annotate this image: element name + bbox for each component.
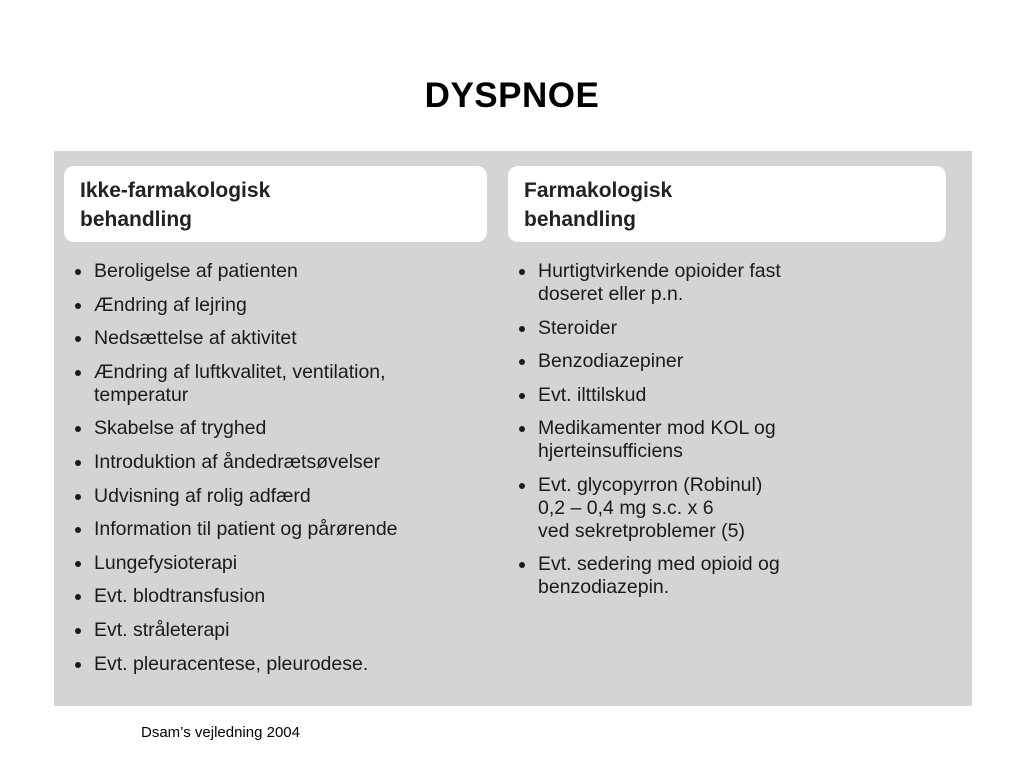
header-line: behandling — [524, 208, 636, 231]
list-item-line: Steroider — [538, 316, 618, 339]
list-item — [64, 361, 398, 407]
list-item-line: Medikamenter mod KOL og — [538, 417, 776, 439]
list-item — [64, 619, 398, 642]
list-item — [64, 260, 398, 283]
list-item-line: Hurtigtvirkende opioider fast — [538, 260, 781, 282]
non-pharmacological-list — [64, 260, 398, 686]
pharmacological-list — [508, 260, 781, 610]
list-item-line: Skabelse af tryghed — [94, 417, 267, 440]
header-line: Ikke-farmakologisk — [80, 179, 271, 202]
list-item-line: Ændring af lejring — [94, 293, 247, 316]
list-item-line: Evt. pleuracentese, pleurodese. — [94, 652, 369, 675]
list-item — [64, 327, 398, 350]
list-item-line: Evt. glycopyrron (Robinul) — [538, 473, 763, 496]
list-item-line: Beroligelse af patienten — [94, 260, 298, 282]
list-item — [64, 653, 398, 676]
list-item-line: Evt. blodtransfusion — [94, 585, 266, 608]
list-item-line: Evt. sedering med opioid og — [538, 553, 780, 575]
list-item — [508, 260, 781, 306]
pharmacological-header — [508, 166, 946, 242]
source-citation: Dsam’s vejledning 2004 — [141, 724, 300, 741]
list-item-line: ved sekretproblemer (5) — [538, 519, 745, 542]
list-item-line: Ændring af luftkvalitet, ventilation, — [94, 360, 386, 383]
list-item — [64, 485, 398, 508]
list-item-line: 0,2 – 0,4 mg s.c. x 6 — [538, 496, 714, 519]
list-item — [64, 585, 398, 608]
list-item — [64, 294, 398, 317]
list-item — [508, 553, 781, 599]
list-item — [508, 384, 781, 407]
content-panel — [54, 151, 972, 706]
list-item — [64, 518, 398, 541]
header-line: Farmakologisk — [524, 179, 673, 202]
list-item — [508, 474, 781, 543]
list-item-line: Nedsættelse af aktivitet — [94, 327, 297, 350]
list-item — [508, 317, 781, 340]
header-line: behandling — [80, 208, 192, 231]
slide-title: DYSPNOE — [424, 76, 600, 115]
non-pharmacological-header — [64, 166, 487, 242]
list-item-line: Benzodiazepiner — [538, 350, 684, 372]
list-item — [64, 417, 398, 440]
list-item — [64, 552, 398, 575]
list-item-line: Evt. stråleterapi — [94, 618, 230, 641]
list-item — [508, 350, 781, 373]
list-item-line: benzodiazepin. — [538, 576, 670, 598]
list-item — [508, 417, 781, 463]
list-item-line: doseret eller p.n. — [538, 283, 684, 305]
list-item-line: Udvisning af rolig adfærd — [94, 484, 311, 507]
list-item-line: Introduktion af åndedrætsøvelser — [94, 450, 381, 473]
list-item-line: Lungefysioterapi — [94, 551, 238, 574]
list-item-line: Evt. ilttilskud — [538, 383, 647, 406]
list-item — [64, 451, 398, 474]
list-item-line: Information til patient og pårørende — [94, 518, 398, 541]
list-item-line: hjerteinsufficiens — [538, 440, 683, 462]
list-item-line: temperatur — [94, 383, 189, 406]
